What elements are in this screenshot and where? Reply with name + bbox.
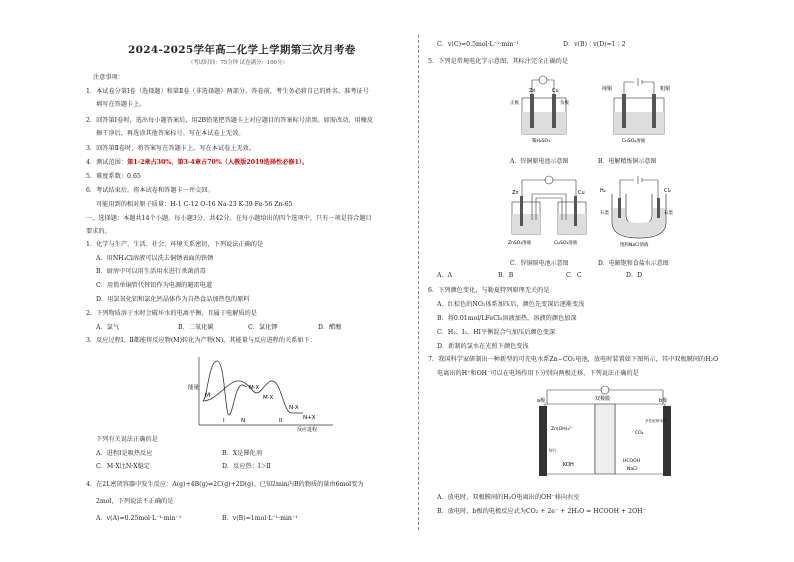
xlabel: 反应进程 <box>297 427 318 433</box>
label-h2: H₂ <box>600 188 606 194</box>
q6-option: A．红棕色的NO₂体系加压后，颜色先变深后逐渐变浅 <box>437 301 585 308</box>
notes-heading: 注意事项： <box>93 74 124 81</box>
label-znso4: ZnSO₄溶液 <box>508 241 532 246</box>
label-zn: Zn <box>512 190 519 196</box>
q2-option: C．氯化钾 <box>248 324 278 331</box>
q5-option: B．B <box>498 272 514 279</box>
label-ii: II <box>279 418 283 424</box>
label-anode: 正极 <box>510 101 519 106</box>
label-cuso4: CuSO₄溶液 <box>554 241 578 246</box>
ammeter-icon <box>545 176 553 184</box>
note-line: 5．难度系数：0.65 <box>86 173 141 180</box>
page-title: 2024-2025学年高二化学上学期第三次月考卷 <box>128 44 356 56</box>
note-range-value: 第1-2章占30%，第3-4章占70%（人教版2019选择性必修1）。 <box>127 159 309 166</box>
label-crude-cu: 粗铜 <box>660 86 671 92</box>
q2-option: D．醋酸 <box>318 324 342 331</box>
q4-option: C．v(C)=0.5mol·L⁻¹·min⁻¹ <box>437 41 519 48</box>
label-b: b极 <box>659 398 668 404</box>
label-a: a极 <box>537 398 546 404</box>
note-line <box>86 159 308 167</box>
caption-d: D．电解饱和食盐水示意图 <box>598 260 669 267</box>
label-koh: KOH <box>563 462 574 468</box>
q5-stem: 5．下列是常规电化学示意图，其标注完全正确的是 <box>428 58 569 65</box>
q5-option: A．A <box>437 272 453 279</box>
figure-c <box>508 172 590 254</box>
label-i: I <box>223 418 225 424</box>
label-graphite: 石墨 <box>600 211 609 216</box>
bipolar-membrane <box>595 404 615 474</box>
battery-icon <box>624 78 654 94</box>
q5-option: D．D <box>626 272 643 279</box>
q6-option: D．新制的氯水在光照下颜色变浅 <box>437 343 529 350</box>
label-cuso4: CuSO₄溶液 <box>622 139 646 144</box>
q4-stem: 4．在2L密闭容器中发生反应：A(g)+4B(g)⇌2C(g)+2D(g)。已知2min内B的物质的量由6mol变为 <box>86 481 364 488</box>
q7-stem-cont: 电离出的H⁺和OH⁻可以在电场作用下分别向两极迁移，下列说法正确的是 <box>437 370 639 377</box>
note-line: 1．本试卷分第Ⅰ卷（选择题）和第Ⅱ卷（非选择题）两部分。答卷前，考生务必将自己的姓名、准考证号 <box>86 88 369 95</box>
q4-option: D．v(B)∶v(D)=1∶2 <box>563 41 626 48</box>
note-line: 填写在答题卡上。 <box>96 101 146 108</box>
ammeter-icon <box>539 76 547 84</box>
q4-stem-cont: 2mol，下列说法不正确的是 <box>96 498 174 505</box>
label-cathode: 负极 <box>560 101 569 106</box>
label-co2: CO₂ <box>635 431 644 436</box>
q3-option: C．M·X比N·X稳定 <box>96 463 150 470</box>
caption-b: B．电解精炼铜示意图 <box>598 158 657 165</box>
label-graphite: 石墨 <box>664 211 673 216</box>
energy-diagram <box>185 353 335 433</box>
label-n: N <box>241 418 246 424</box>
label-nacl: 饱和NaCl溶液 <box>620 243 649 248</box>
q4-option: B．v(B)=1mol·L⁻¹·min⁻¹ <box>222 515 298 522</box>
q6-option: B．将0.01mol/LFeCl₃溶液加热，溶液的颜色加深 <box>437 315 577 322</box>
label-nacl: NaCl <box>627 467 638 472</box>
section-heading: 一、选择题：本题共14个小题，每小题3分，共42分。在每小题给出的四个选项中，只有一项是符合题目 <box>86 215 372 222</box>
label-zn: Zn <box>529 88 536 94</box>
label-cl2: Cl₂ <box>664 188 671 194</box>
label-pure-cu: 纯铜 <box>602 86 613 92</box>
path-ii <box>203 381 291 413</box>
label-h2so4: 稀H₂SO₄ <box>532 139 550 144</box>
q2-option: A．氯气 <box>96 324 120 331</box>
label-zn-sheet: 锌片 <box>549 448 557 453</box>
q1-option: D．用氯氧化铝和氯化钙晶体作为自热食品加热包的原料 <box>96 296 250 303</box>
label-nx2: N+X <box>303 415 316 421</box>
q3-option: D．反应热：Ⅰ＞Ⅱ <box>222 463 271 470</box>
zn-co2-battery-figure <box>535 382 675 482</box>
q3-option: A．进程Ⅰ是吸热反应 <box>96 450 153 457</box>
q1-option: B．厨房中可以用生活用水进行杀菌消毒 <box>96 268 206 275</box>
q6-stem: 6．下列颜色变化，与勒夏特列原理无关的是 <box>428 287 550 294</box>
note-line: 6．考试结束后，将本试卷和答题卡一并交回。 <box>86 187 214 194</box>
figure-d <box>598 172 680 254</box>
label-zincate: Zn(OH)₄²⁻ <box>551 427 574 432</box>
q7-stem: 7．我国科学家研制出一种新型的可充电水系Zn−CO₂电池，放电时装置如下图所示，其中双极膜间的H₂O <box>428 356 719 363</box>
label-nx: N·X <box>289 405 299 411</box>
caption-c: C．锌铜原电池示意图 <box>510 260 569 267</box>
label-mx: M·X <box>249 385 260 391</box>
q1-stem: 1．化学与生产、生活、社会、环境关系密切，下列说法正确的是 <box>86 241 264 248</box>
q1-option: C．用简单铜管代替铝作为电源的避雷电道 <box>96 282 213 289</box>
label-mx2: M·X <box>263 395 274 401</box>
q3-stem: 3．反应过程Ⅰ、Ⅱ都能将反应物(M)转化为产物(N)，其能量与反应进程的关系如下： <box>86 337 316 344</box>
voltmeter-icon <box>601 386 609 394</box>
q1-option: A．用NH₄Cl溶液可以洗去铜锈表面的铁锈 <box>96 255 214 262</box>
q3-option: B．X是催化剂 <box>222 450 262 457</box>
pd-electrode <box>663 406 671 476</box>
label-membrane: 双极膜 <box>595 396 611 402</box>
solution <box>522 112 566 134</box>
q4-option: A．v(A)=0.25mol·L⁻¹·min⁻¹ <box>96 515 182 522</box>
label-hcooh: HCOOH <box>623 459 640 464</box>
caption-a: A．锌铜原电池示意图 <box>510 158 569 165</box>
q2-stem: 2．下列物质溶于水时会破坏水的电离平衡，且属于电解质的是 <box>86 310 257 317</box>
zn-electrode <box>539 406 547 476</box>
label-m: M <box>205 392 211 399</box>
label-catalyst: 多孔钯纳米片 <box>645 419 667 423</box>
q7-option: B．放电时，b极的电极反应式为CO₂ + 2e⁻ + 2H₂O = HCOOH + 2OH⁻ <box>437 508 646 515</box>
figure-a <box>510 72 580 154</box>
note-line: 擦干净后，再选涂其他答案标号。写在本试卷上无效。 <box>96 130 245 137</box>
label-cu: Cu <box>552 88 559 94</box>
page-subtitle: （考试时间：75分钟 试卷满分：100分） <box>188 60 288 66</box>
figure-b <box>600 72 680 154</box>
note-line: 3．回答第Ⅱ卷时，将答案写在答题卡上。写在本试卷上无效。 <box>86 145 256 152</box>
note-line: 2．回答第Ⅰ卷时，选出每小题答案后，用2B铅笔把答题卡上对应题目的答案标号涂黑。如需改动，用橡皮 <box>86 117 374 124</box>
note-range-label: 4．测试范围： <box>86 159 128 166</box>
q5-option: C．C <box>566 272 582 279</box>
label-cu: Cu <box>578 190 585 196</box>
section-heading-cont: 要求的。 <box>86 228 111 235</box>
q7-option: A．放电时，双极膜间的H₂O电离出的OH⁻移向右室 <box>437 494 580 501</box>
q2-option: B．二氧化碳 <box>178 324 214 331</box>
column-divider <box>418 35 419 530</box>
q6-option: C．H₂、I₂、HI平衡混合气加压后颜色变深 <box>437 329 556 336</box>
note-line: 可能用到的相对原子质量：H-1 C-12 O-16 Na-23 K-39 Fe-56 Zn-65 <box>96 201 293 208</box>
ylabel: 能量 <box>188 385 200 391</box>
q3-prompt: 下列有关说法正确的是 <box>96 436 158 443</box>
